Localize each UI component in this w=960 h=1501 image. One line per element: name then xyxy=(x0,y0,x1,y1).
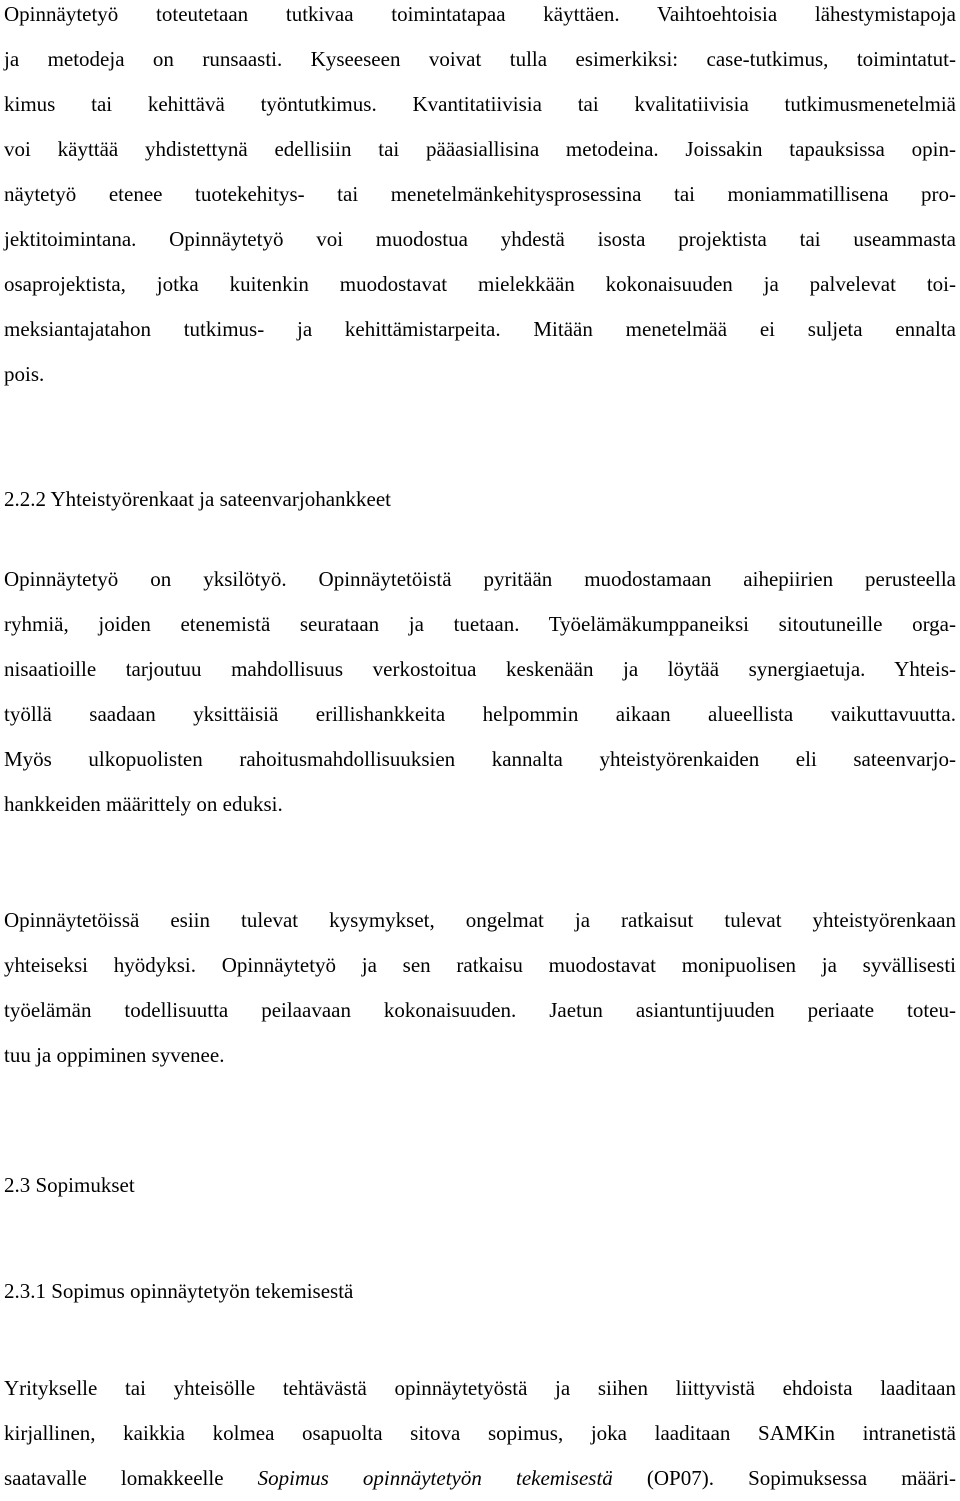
section-heading-2-3: 2.3 Sopimukset xyxy=(4,1173,135,1197)
text-line: hankkeiden määrittely on eduksi. xyxy=(4,792,283,816)
text-line: pois. xyxy=(4,362,45,386)
text-line: jektitoimintana. Opinnäytetyö voi muodostua yhdestä isosta projektista tai useammasta xyxy=(4,227,956,251)
paragraph-thesis-agreement xyxy=(4,1366,956,1501)
text-line: voi käyttää yhdistettynä edellisiin tai pääasiallisina metodeina. Joissakin tapauksissa opin- xyxy=(4,137,956,161)
text-line: kimus tai kehittävä työntutkimus. Kvantitatiivisia tai kvalitatiivisia tutkimusmenetelmiä xyxy=(4,92,956,116)
text-segment: (OP07). Sopimuksessa määri- xyxy=(612,1466,956,1490)
text-line: kirjallinen, kaikkia kolmea osapuolta sitova sopimus, joka laaditaan SAMKin intranetistä xyxy=(4,1421,956,1445)
text-line: työelämän todellisuutta peilaavaan kokonaisuuden. Jaetun asiantuntijuuden periaate toteu- xyxy=(4,998,956,1022)
text-line: yhteiseksi hyödyksi. Opinnäytetyö ja sen ratkaisu muodostavat monipuolisen ja syvällisesti xyxy=(4,953,956,977)
text-line: nisaatioille tarjoutuu mahdollisuus verkostoitua keskenään ja löytää synergiaetuja. Yhteis- xyxy=(4,657,956,681)
text-line: Yritykselle tai yhteisölle tehtävästä opinnäytetyöstä ja siihen liittyvistä ehdoista laaditaan xyxy=(4,1376,956,1400)
text-line: meksiantajatahon tutkimus- ja kehittämistarpeita. Mitään menetelmää ei suljeta ennalta xyxy=(4,317,956,341)
text-line: näytetyö etenee tuotekehitys- tai menetelmänkehitysprosessina tai moniammatillisena pro- xyxy=(4,182,956,206)
text-line: tuu ja oppiminen syvenee. xyxy=(4,1043,225,1067)
text-line xyxy=(4,1456,956,1501)
text-line: ja metodeja on runsaasti. Kyseeseen voivat tulla esimerkiksi: case-tutkimus, toimintatut- xyxy=(4,47,956,71)
section-heading-2-2-2: 2.2.2 Yhteistyörenkaat ja sateenvarjohankkeet xyxy=(4,487,391,511)
text-line: Opinnäytetöissä esiin tulevat kysymykset, ongelmat ja ratkaisut tulevat yhteistyörenkaan xyxy=(4,908,956,932)
paragraph-shared-benefit xyxy=(4,898,956,1078)
text-line: työllä saadaan yksittäisiä erillishankkeita helpommin aikaan alueellista vaikuttavuutta. xyxy=(4,702,956,726)
text-line: osaprojektista, jotka kuitenkin muodostavat mielekkään kokonaisuuden ja palvelevat toi- xyxy=(4,272,956,296)
text-line: Opinnäytetyö toteutetaan tutkivaa toimintatapaa käyttäen. Vaihtoehtoisia lähestymistapoja xyxy=(4,2,956,26)
text-line: Opinnäytetyö on yksilötyö. Opinnäytetöistä pyritään muodostamaan aihepiirien perusteella xyxy=(4,567,956,591)
paragraph-research-methods xyxy=(4,0,956,397)
text-line: ryhmiä, joiden etenemistä seurataan ja tuetaan. Työelämäkumppaneiksi sitoutuneille orga- xyxy=(4,612,956,636)
section-heading-2-3-1: 2.3.1 Sopimus opinnäytetyön tekemisestä xyxy=(4,1279,354,1303)
form-title-italic: Sopimus opinnäytetyön tekemisestä xyxy=(257,1466,613,1490)
text-line: Myös ulkopuolisten rahoitusmahdollisuuksien kannalta yhteistyörenkaiden eli sateenvarjo- xyxy=(4,747,956,771)
text-segment: saatavalle lomakkeelle xyxy=(4,1466,258,1490)
paragraph-cooperation-rings xyxy=(4,557,956,827)
